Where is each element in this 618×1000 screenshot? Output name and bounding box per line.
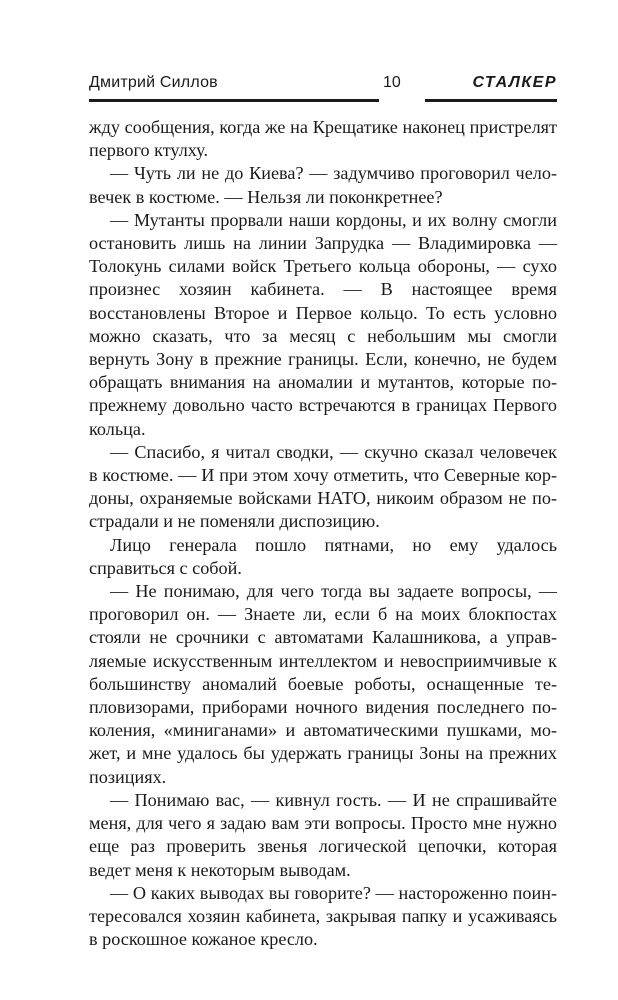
paragraph: — Понимаю вас, — кивнул гость. — И не спрашивайте меня, для чего я задаю вам эти вопросы. Просто мне нужно еще раз проверить звенья логической цепочки, которая ведет меня к некоторым выводам.: [89, 789, 557, 880]
paragraph: Лицо генерала пошло пятнами, но ему удалось справиться с собой.: [89, 534, 557, 578]
paragraph: — Мутанты прорвали наши кордоны, и их волну смогли остановить лишь на линии Запрудка — Владимировка — Толокунь силами войск Третьего кольца обороны, — сухо произнес хозяин кабинета. — В настоящее время восстановлены Второе и Первое кольцо. То есть условно можно сказать, что за месяц с небольшим мы смогли вернуть Зону в прежние границы. Если, конечно, не будем обращать внимания на аномалии и мутантов, которые по-прежнему довольно часто встречаются в границах Первого кольца.: [89, 209, 557, 439]
paragraph: — О каких выводах вы говорите? — настороженно поинтересовался хозяин кабинета, закрывая папку и усаживаясь в роскошное кожаное кресло.: [89, 882, 557, 950]
header-rule-left: [89, 99, 379, 102]
paragraph: — Спасибо, я читал сводки, — скучно сказал человечек в костюме. — И при этом хочу отметить, что Северные кордоны, охраняемые войсками НАТО, никоим образом не пострадали и не поменяли диспозицию.: [89, 441, 557, 532]
paragraph: — Не понимаю, для чего тогда вы задаете вопросы, — проговорил он. — Знаете ли, если б на моих блокпостах стояли не срочники с автоматами Калашникова, а управляемые искусственным интеллектом и невосприимчивые к большинству аномалий боевые роботы, оснащенные тепловизорами, приборами ночного видения последнего поколения, «миниганами» и автоматическими пушками, может, и мне удалось бы удержать границы Зоны на прежних позициях.: [89, 581, 557, 787]
running-header: [89, 70, 557, 104]
series-title: СТАЛКЕР: [472, 74, 557, 91]
author-name: Дмитрий Силлов: [89, 74, 218, 91]
header-rule-right: [425, 99, 557, 102]
page-number: 10: [383, 74, 401, 91]
paragraph: жду сообщения, когда же на Крещатике наконец пристрелят первого ктулху.: [89, 117, 557, 161]
paragraph: — Чуть ли не до Киева? — задумчиво проговорил человечек в костюме. — Нельзя ли поконкретнее?: [89, 163, 557, 207]
body-text: [89, 116, 557, 951]
